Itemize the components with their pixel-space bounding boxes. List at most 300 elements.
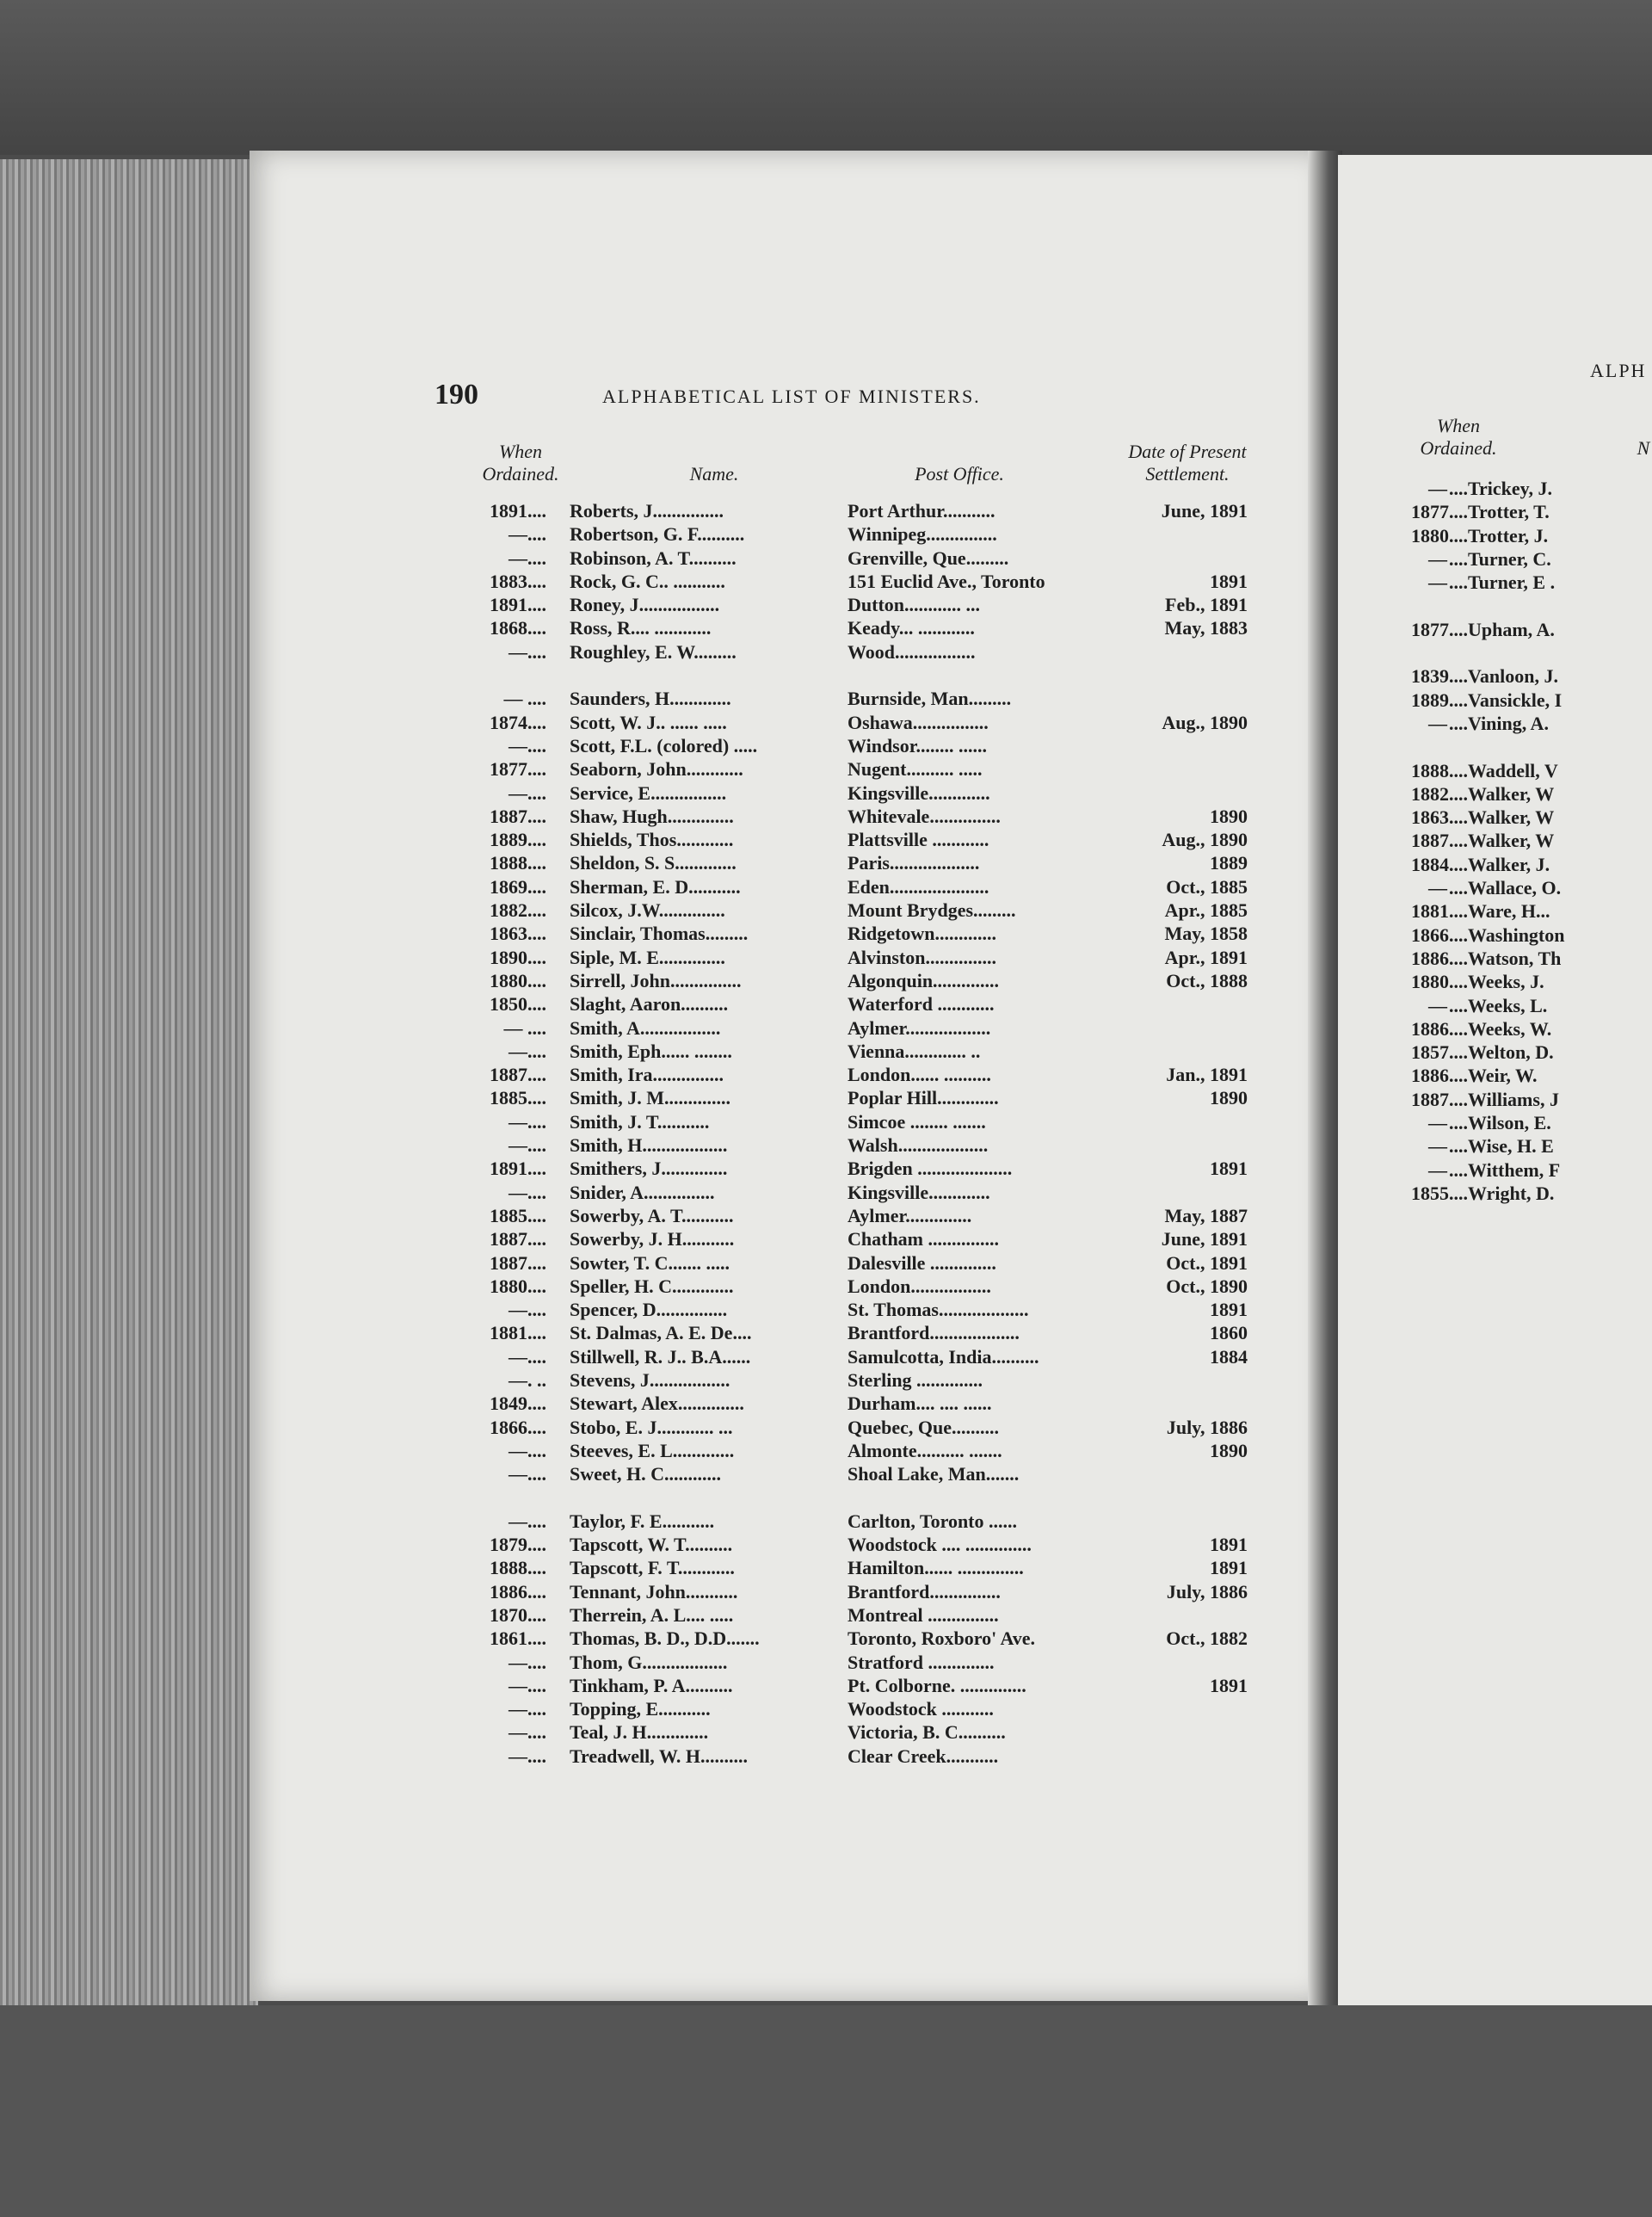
ordained-year: —.... bbox=[509, 1110, 546, 1133]
settlement-date: 1889 bbox=[1210, 852, 1248, 874]
minister-name: Snider, A............... bbox=[570, 1181, 715, 1203]
ordained-year: —.... bbox=[509, 1698, 546, 1720]
post-office: Durham.... .... ...... bbox=[848, 1393, 992, 1415]
list-item bbox=[1411, 947, 1652, 970]
settlement-date: Oct., 1885 bbox=[1166, 875, 1248, 898]
settlement-date: July, 1886 bbox=[1166, 1416, 1248, 1438]
list-item bbox=[1411, 806, 1652, 829]
ordained-year: —.... bbox=[509, 1745, 546, 1767]
ordained-year: —.... bbox=[509, 1181, 546, 1203]
list-item bbox=[447, 1603, 1273, 1627]
minister-name: Robinson, A. T.......... bbox=[570, 547, 737, 569]
post-office: Windsor........ ...... bbox=[848, 734, 987, 756]
minister-name: ....Washington bbox=[1449, 923, 1565, 946]
minister-name: ....Weeks, J. bbox=[1449, 971, 1544, 993]
ordained-year: 1887 bbox=[1411, 830, 1449, 852]
page-header bbox=[435, 379, 1209, 413]
post-office: Shoal Lake, Man....... bbox=[848, 1463, 1020, 1485]
minister-name: Smith, H.................. bbox=[570, 1134, 728, 1157]
minister-name: ....Welton, D. bbox=[1449, 1041, 1554, 1064]
list-item bbox=[447, 1462, 1273, 1485]
ordained-year: 1882.... bbox=[490, 899, 546, 922]
ordained-year: 1870.... bbox=[490, 1603, 546, 1626]
minister-name: Shaw, Hugh.............. bbox=[570, 805, 734, 827]
section-gap bbox=[1411, 594, 1652, 617]
list-item bbox=[447, 1651, 1273, 1674]
list-item bbox=[447, 1133, 1273, 1157]
ordained-year: 1879.... bbox=[490, 1534, 546, 1556]
post-office: Sterling .............. bbox=[848, 1368, 983, 1391]
list-item bbox=[447, 1204, 1273, 1227]
ordained-year: 1887.... bbox=[490, 1064, 546, 1086]
ordained-year: —.... bbox=[509, 1721, 546, 1744]
col-head-ordained: When Ordained. bbox=[482, 441, 559, 485]
minister-name: ....Vining, A. bbox=[1449, 712, 1549, 734]
minister-name: ....Vanloon, J. bbox=[1449, 665, 1558, 688]
post-office: Aylmer.............. bbox=[848, 1204, 972, 1226]
minister-name: ....Walker, J. bbox=[1449, 853, 1550, 875]
minister-name: Tennant, John........... bbox=[570, 1580, 738, 1603]
post-office: Brantford............... bbox=[848, 1580, 1001, 1603]
list-item bbox=[447, 1674, 1273, 1697]
minister-name: Sherman, E. D........... bbox=[570, 875, 741, 898]
ordained-year: — bbox=[1428, 1112, 1447, 1134]
list-item bbox=[447, 1556, 1273, 1579]
list-item bbox=[1411, 524, 1652, 547]
list-item bbox=[447, 640, 1273, 664]
list-item bbox=[1411, 994, 1652, 1017]
list-item bbox=[447, 1227, 1273, 1251]
ordained-year: —.... bbox=[509, 1674, 546, 1696]
minister-name: Robertson, G. F.......... bbox=[570, 523, 745, 546]
settlement-date: Apr., 1891 bbox=[1164, 946, 1248, 968]
list-item bbox=[1411, 1111, 1652, 1134]
post-office: London...... .......... bbox=[848, 1064, 991, 1086]
settlement-date: May, 1858 bbox=[1164, 923, 1248, 945]
minister-name: Sirrell, John............... bbox=[570, 969, 742, 991]
list-item bbox=[447, 1368, 1273, 1392]
post-office: Samulcotta, India.......... bbox=[848, 1345, 1039, 1368]
minister-name: ....Wallace, O. bbox=[1449, 877, 1562, 899]
minister-name: Smith, Eph...... ........ bbox=[570, 1040, 732, 1062]
post-office: Whitevale............... bbox=[848, 805, 1001, 827]
settlement-date: 1891 bbox=[1210, 1534, 1248, 1556]
minister-name: Sheldon, S. S............. bbox=[570, 852, 737, 874]
list-item bbox=[447, 1110, 1273, 1133]
minister-name: ....Ware, H... bbox=[1449, 900, 1550, 923]
minister-name: ....Weeks, W. bbox=[1449, 1017, 1552, 1040]
ordained-year: 1863.... bbox=[490, 923, 546, 945]
settlement-date: 1891 bbox=[1210, 1557, 1248, 1579]
ordained-year: 1877 bbox=[1411, 618, 1449, 640]
list-item bbox=[1411, 970, 1652, 993]
minister-name: Tinkham, P. A.......... bbox=[570, 1674, 733, 1696]
minister-name: Scott, F.L. (colored) ..... bbox=[570, 734, 758, 756]
minister-name: Smith, J. M.............. bbox=[570, 1087, 730, 1109]
ordained-year: 1877.... bbox=[490, 758, 546, 781]
settlement-date: Oct., 1890 bbox=[1166, 1275, 1248, 1297]
ordained-year: —.... bbox=[509, 547, 546, 569]
minister-name: Spencer, D............... bbox=[570, 1299, 728, 1321]
ordained-year: 1880.... bbox=[490, 1275, 546, 1297]
post-office: Brantford................... bbox=[848, 1322, 1020, 1344]
ordained-year: 1877 bbox=[1411, 501, 1449, 523]
ordained-year: — bbox=[1428, 712, 1447, 734]
list-item bbox=[447, 1016, 1273, 1040]
ordained-year: 1887.... bbox=[490, 1251, 546, 1274]
list-item bbox=[447, 711, 1273, 734]
ordained-year: 1857 bbox=[1411, 1041, 1449, 1064]
ordained-year: —.... bbox=[509, 1651, 546, 1673]
ordained-year: 1874.... bbox=[490, 711, 546, 733]
list-item bbox=[447, 1086, 1273, 1109]
list-item bbox=[1411, 876, 1652, 899]
minister-name: Sowerby, J. H........... bbox=[570, 1228, 735, 1251]
ordained-year: — bbox=[1428, 877, 1447, 899]
ordained-year: —.... bbox=[509, 734, 546, 756]
ordained-year: 1855 bbox=[1411, 1182, 1449, 1204]
settlement-date: 1890 bbox=[1210, 1439, 1248, 1461]
right-col-head-name: N bbox=[1637, 437, 1650, 459]
ordained-year: 1888.... bbox=[490, 1557, 546, 1579]
minister-name: ....Walker, W bbox=[1449, 830, 1555, 852]
minister-name: ....Weir, W. bbox=[1449, 1065, 1538, 1087]
list-item bbox=[447, 969, 1273, 992]
list-item bbox=[447, 1063, 1273, 1086]
page-number: 190 bbox=[435, 379, 478, 411]
ordained-year: 1888.... bbox=[490, 852, 546, 874]
list-item bbox=[1411, 1182, 1652, 1205]
list-item bbox=[447, 1345, 1273, 1368]
post-office: St. Thomas................... bbox=[848, 1299, 1029, 1321]
minister-name: Stevens, J................. bbox=[570, 1368, 730, 1391]
list-item bbox=[1411, 853, 1652, 876]
running-title: ALPHABETICAL LIST OF MINISTERS. bbox=[602, 386, 981, 407]
minister-name: ....Waddell, V bbox=[1449, 759, 1558, 781]
minister-name: Tapscott, W. T.......... bbox=[570, 1534, 733, 1556]
list-item bbox=[447, 757, 1273, 781]
minister-name: Slaght, Aaron.......... bbox=[570, 993, 729, 1016]
minister-name: Teal, J. H............. bbox=[570, 1721, 709, 1744]
minister-name: ....Walker, W bbox=[1449, 806, 1555, 829]
ordained-year: 1885.... bbox=[490, 1087, 546, 1109]
scan-background-bottom bbox=[0, 2005, 1652, 2217]
settlement-date: Oct., 1888 bbox=[1166, 969, 1248, 991]
post-office: Walsh................... bbox=[848, 1134, 989, 1157]
list-item bbox=[447, 570, 1273, 593]
settlement-date: May, 1887 bbox=[1164, 1204, 1248, 1226]
ordained-year: 1885.... bbox=[490, 1204, 546, 1226]
ordained-year: 1886 bbox=[1411, 1017, 1449, 1040]
ordained-year: 1890.... bbox=[490, 946, 546, 968]
ordained-year: 1866.... bbox=[490, 1416, 546, 1438]
list-item bbox=[447, 946, 1273, 969]
minister-name: ....Witthem, F bbox=[1449, 1158, 1561, 1181]
list-item bbox=[447, 616, 1273, 639]
list-item bbox=[447, 1181, 1273, 1204]
post-office: Simcoe ........ ....... bbox=[848, 1110, 986, 1133]
settlement-date: 1891 bbox=[1210, 1299, 1248, 1321]
list-item bbox=[447, 1416, 1273, 1439]
scan-background-top bbox=[0, 0, 1652, 155]
settlement-date: Aug., 1890 bbox=[1162, 711, 1248, 733]
settlement-date: Apr., 1885 bbox=[1164, 899, 1248, 922]
post-office: Brigden .................... bbox=[848, 1158, 1013, 1180]
book-page-edges bbox=[0, 159, 258, 2061]
post-office: Algonquin.............. bbox=[848, 969, 1000, 991]
list-item bbox=[1411, 500, 1652, 523]
post-office: Victoria, B. C.......... bbox=[848, 1721, 1006, 1744]
minister-name: Seaborn, John............ bbox=[570, 758, 743, 781]
minister-name: ....Trickey, J. bbox=[1449, 478, 1552, 499]
list-item bbox=[447, 1439, 1273, 1462]
settlement-date: 1891 bbox=[1210, 1158, 1248, 1180]
ordained-year: 1891.... bbox=[490, 1158, 546, 1180]
col-head-name: Name. bbox=[689, 463, 739, 485]
ordained-year: 1891.... bbox=[490, 500, 546, 522]
minister-name: Topping, E........... bbox=[570, 1698, 711, 1720]
list-item bbox=[447, 1627, 1273, 1650]
ordained-year: 1887.... bbox=[490, 1228, 546, 1251]
list-item bbox=[1411, 923, 1652, 947]
ordained-year: 1861.... bbox=[490, 1627, 546, 1650]
minister-name: ....Wilson, E. bbox=[1449, 1112, 1551, 1134]
settlement-date: 1860 bbox=[1210, 1322, 1248, 1344]
ordained-year: — .... bbox=[503, 688, 546, 710]
ordained-year: —.... bbox=[509, 1040, 546, 1062]
minister-name: Roney, J................. bbox=[570, 594, 720, 616]
post-office: Carlton, Toronto ...... bbox=[848, 1510, 1018, 1532]
list-item bbox=[447, 1157, 1273, 1180]
post-office: Grenville, Que......... bbox=[848, 547, 1009, 569]
ordained-year: 1887 bbox=[1411, 1088, 1449, 1110]
ministers-list bbox=[447, 499, 1273, 1768]
post-office: Pt. Colborne. .............. bbox=[848, 1674, 1026, 1696]
post-office: Wood................. bbox=[848, 640, 976, 663]
minister-name: Speller, H. C............. bbox=[570, 1275, 734, 1297]
post-office: Hamilton...... .............. bbox=[848, 1557, 1024, 1579]
settlement-date: 1890 bbox=[1210, 1087, 1248, 1109]
ordained-year: —.... bbox=[509, 1510, 546, 1532]
post-office: Woodstock ........... bbox=[848, 1698, 994, 1720]
list-item bbox=[1411, 759, 1652, 782]
list-item bbox=[447, 1321, 1273, 1344]
post-office: Nugent.......... ..... bbox=[848, 758, 983, 781]
ordained-year: 1886.... bbox=[490, 1580, 546, 1603]
list-item bbox=[447, 547, 1273, 570]
right-col-head-ordained: When Ordained. bbox=[1420, 415, 1497, 459]
minister-name: Ross, R.... ............ bbox=[570, 617, 712, 639]
list-item bbox=[1411, 571, 1652, 594]
ordained-year: 1883.... bbox=[490, 570, 546, 592]
ordained-year: — bbox=[1428, 1158, 1447, 1181]
minister-name: Stewart, Alex.............. bbox=[570, 1393, 744, 1415]
minister-name: Therrein, A. L.... ..... bbox=[570, 1603, 734, 1626]
settlement-date: 1890 bbox=[1210, 805, 1248, 827]
minister-name: ....Turner, E . bbox=[1449, 571, 1556, 594]
post-office: London................. bbox=[848, 1275, 991, 1297]
minister-name: ....Wright, D. bbox=[1449, 1182, 1555, 1204]
minister-name: ....Williams, J bbox=[1449, 1088, 1559, 1110]
ordained-year: 1889.... bbox=[490, 829, 546, 851]
list-item bbox=[1411, 1064, 1652, 1087]
list-item bbox=[447, 522, 1273, 546]
ordained-year: —.... bbox=[509, 781, 546, 804]
right-running-title: ALPH bbox=[1590, 360, 1647, 381]
post-office: Woodstock .... .............. bbox=[848, 1534, 1032, 1556]
ordained-year: 1889 bbox=[1411, 689, 1449, 711]
ordained-year: —.... bbox=[509, 1345, 546, 1368]
ordained-year: 1869.... bbox=[490, 875, 546, 898]
minister-name: Smith, J. T........... bbox=[570, 1110, 710, 1133]
ordained-year: —.... bbox=[509, 640, 546, 663]
post-office: Clear Creek........... bbox=[848, 1745, 999, 1767]
list-item bbox=[1411, 712, 1652, 735]
list-item bbox=[447, 922, 1273, 945]
post-office: 151 Euclid Ave., Toronto bbox=[848, 570, 1045, 592]
post-office: Dutton............ ... bbox=[848, 594, 981, 616]
list-item bbox=[447, 875, 1273, 899]
post-office: Stratford .............. bbox=[848, 1651, 995, 1673]
ordained-year: —.... bbox=[509, 1134, 546, 1157]
list-item bbox=[447, 1510, 1273, 1533]
settlement-date: 1891 bbox=[1210, 1674, 1248, 1696]
list-item bbox=[1411, 689, 1652, 712]
list-item bbox=[447, 805, 1273, 828]
minister-name: Rock, G. C.. ........... bbox=[570, 570, 725, 592]
settlement-date: July, 1886 bbox=[1166, 1580, 1248, 1603]
minister-name: Siple, M. E.............. bbox=[570, 946, 725, 968]
list-item bbox=[1411, 477, 1652, 500]
post-office: Aylmer.................. bbox=[848, 1016, 991, 1039]
minister-name: ....Trotter, T. bbox=[1449, 501, 1550, 523]
ordained-year: 1881 bbox=[1411, 900, 1449, 923]
list-item bbox=[447, 1580, 1273, 1603]
ordained-year: —. .. bbox=[509, 1368, 546, 1391]
ordained-year: 1868.... bbox=[490, 617, 546, 639]
settlement-date: May, 1883 bbox=[1164, 617, 1248, 639]
list-item bbox=[447, 851, 1273, 874]
ordained-year: — bbox=[1428, 1135, 1447, 1158]
settlement-date: 1891 bbox=[1210, 570, 1248, 592]
list-item bbox=[1411, 899, 1652, 923]
section-gap bbox=[447, 1485, 1273, 1509]
col-head-post-office: Post Office. bbox=[915, 463, 1004, 485]
minister-name: ....Vansickle, I bbox=[1449, 689, 1563, 711]
ordained-year: —.... bbox=[509, 1299, 546, 1321]
post-office: Chatham ............... bbox=[848, 1228, 1000, 1251]
col-head-date: Date of Present Settlement. bbox=[1128, 441, 1247, 485]
ordained-year: 1888 bbox=[1411, 759, 1449, 781]
minister-name: Smith, Ira............... bbox=[570, 1064, 724, 1086]
minister-name: ....Walker, W bbox=[1449, 782, 1555, 805]
list-item bbox=[1411, 1134, 1652, 1158]
ordained-year: —.... bbox=[509, 1463, 546, 1485]
minister-name: Smithers, J.............. bbox=[570, 1158, 728, 1180]
settlement-date: Oct., 1882 bbox=[1166, 1627, 1248, 1650]
list-item bbox=[1411, 829, 1652, 852]
minister-name: Treadwell, W. H.......... bbox=[570, 1745, 748, 1767]
minister-name: Scott, W. J.. ...... ..... bbox=[570, 711, 727, 733]
post-office: Almonte.......... ....... bbox=[848, 1439, 1002, 1461]
list-item bbox=[1411, 1158, 1652, 1182]
list-item bbox=[1411, 1088, 1652, 1111]
settlement-date: 1884 bbox=[1210, 1345, 1248, 1368]
list-item bbox=[1411, 664, 1652, 688]
settlement-date: Feb., 1891 bbox=[1165, 594, 1248, 616]
ordained-year: 1884 bbox=[1411, 853, 1449, 875]
settlement-date: Jan., 1891 bbox=[1166, 1064, 1248, 1086]
list-item bbox=[447, 1275, 1273, 1298]
minister-name: Shields, Thos............ bbox=[570, 829, 734, 851]
minister-name: ....Watson, Th bbox=[1449, 947, 1562, 969]
post-office: Alvinston............... bbox=[848, 946, 996, 968]
minister-name: Steeves, E. L............. bbox=[570, 1439, 735, 1461]
right-ministers-list bbox=[1411, 477, 1652, 1205]
minister-name: ....Weeks, L. bbox=[1449, 994, 1548, 1016]
list-item bbox=[1411, 1017, 1652, 1041]
list-item bbox=[447, 593, 1273, 616]
post-office: Dalesville .............. bbox=[848, 1251, 996, 1274]
ordained-year: 1887.... bbox=[490, 805, 546, 827]
minister-name: Stobo, E. J............ ... bbox=[570, 1416, 733, 1438]
post-office: Eden..................... bbox=[848, 875, 989, 898]
minister-name: Sowerby, A. T........... bbox=[570, 1204, 734, 1226]
ordained-year: — bbox=[1428, 571, 1447, 594]
ordained-year: 1863 bbox=[1411, 806, 1449, 829]
post-office: Plattsville ............ bbox=[848, 829, 989, 851]
minister-name: Thomas, B. D., D.D....... bbox=[570, 1627, 760, 1650]
settlement-date: Oct., 1891 bbox=[1166, 1251, 1248, 1274]
ordained-year: — bbox=[1428, 994, 1447, 1016]
ordained-year: 1849.... bbox=[490, 1393, 546, 1415]
list-item bbox=[447, 899, 1273, 922]
ordained-year: 1886 bbox=[1411, 1065, 1449, 1087]
post-office: Burnside, Man......... bbox=[848, 688, 1012, 710]
minister-name: Saunders, H............. bbox=[570, 688, 731, 710]
ordained-year: 1880 bbox=[1411, 524, 1449, 547]
settlement-date: Aug., 1890 bbox=[1162, 829, 1248, 851]
ordained-year: — bbox=[1428, 478, 1447, 499]
minister-name: Sowter, T. C....... ..... bbox=[570, 1251, 730, 1274]
ordained-year: 1882 bbox=[1411, 782, 1449, 805]
minister-name: Taylor, F. E........... bbox=[570, 1510, 715, 1532]
post-office: Port Arthur........... bbox=[848, 500, 996, 522]
post-office: Mount Brydges......... bbox=[848, 899, 1016, 922]
post-office: Keady... ............ bbox=[848, 617, 975, 639]
list-item bbox=[447, 1298, 1273, 1321]
minister-name: ....Turner, C. bbox=[1449, 547, 1551, 570]
minister-name: Stillwell, R. J.. B.A...... bbox=[570, 1345, 751, 1368]
post-office: Winnipeg............... bbox=[848, 523, 997, 546]
post-office: Kingsville............. bbox=[848, 781, 990, 804]
minister-name: Silcox, J.W.............. bbox=[570, 899, 725, 922]
post-office: Montreal ............... bbox=[848, 1603, 999, 1626]
list-item bbox=[447, 781, 1273, 805]
post-office: Oshawa................ bbox=[848, 711, 989, 733]
post-office: Paris................... bbox=[848, 852, 980, 874]
ordained-year: —.... bbox=[509, 523, 546, 546]
post-office: Quebec, Que.......... bbox=[848, 1416, 999, 1438]
ordained-year: 1880.... bbox=[490, 969, 546, 991]
minister-name: Roughley, E. W......... bbox=[570, 640, 737, 663]
ordained-year: 1880 bbox=[1411, 971, 1449, 993]
ordained-year: 1881.... bbox=[490, 1322, 546, 1344]
ordained-year: 1891.... bbox=[490, 594, 546, 616]
minister-name: Roberts, J............... bbox=[570, 500, 724, 522]
list-item bbox=[447, 1392, 1273, 1415]
minister-name: Service, E................ bbox=[570, 781, 727, 804]
